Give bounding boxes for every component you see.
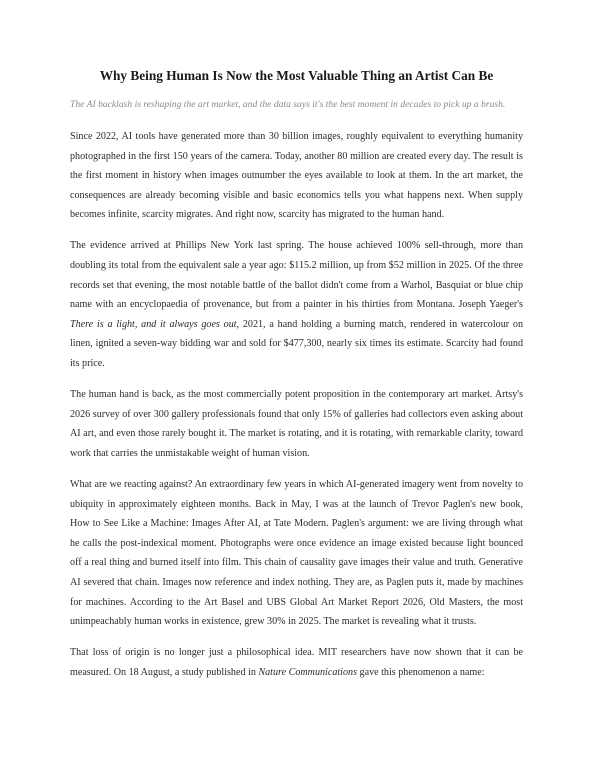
paragraph-5 xyxy=(70,643,523,682)
paragraph-3: The human hand is back, as the most commercially potent proposition in the contemporary art market. Artsy's 2026 survey of over 300 gallery professionals found that only 15% of galleries had collectors even asking about AI art, and even those rarely bought it. The market is rotating, and it is rotating, with remarkable clarity, toward work that carries the unmistakable weight of human vision. xyxy=(70,389,523,459)
paragraph-2-text-b: , 2021, a hand holding a burning match, rendered in watercolour on linen, ignited a seven-way bidding war and sold for $477,300, nearly six times its estimate. Scarcity had found its price. xyxy=(70,318,524,370)
paragraph-1: Since 2022, AI tools have generated more than 30 billion images, roughly equivalent to everything humanity photographed in the first 150 years of the camera. Today, another 80 million are created every day. The result is the first moment in history when images outnumber the eyes available to look at them. In the art market, the consequences are already becoming visible and basic economics tells you what happens next. When supply becomes infinite, scarcity migrates. And right now, scarcity has migrated to the human hand. xyxy=(70,131,523,221)
paragraph-5-text-a: That loss of origin is no longer just a philosophical idea. MIT researchers have now shown that it can be measured. On 18 August, a study published in xyxy=(70,647,523,678)
article-subtitle: The AI backlash is reshaping the art market, and the data says it's the best moment in decades to pick up a brush. xyxy=(70,99,506,110)
article-title: Why Being Human Is Now the Most Valuable Thing an Artist Can Be xyxy=(99,68,494,83)
paragraph-2-text-a: The evidence arrived at Phillips New York last spring. The house achieved 100% sell-through, more than doubling its total from the equivalent sale a year ago: $115.2 million, up from $52 million in 2025. Of the three records set that evening, the most notable battle of the ballot didn't come from a Warhol, Basquiat or blue chip name with an encyclopaedia of provenance, but from a painter in his thirties from Montana. Joseph Yaeger's xyxy=(70,240,523,311)
paragraph-2 xyxy=(70,236,523,373)
paragraph-4: What are we reacting against? An extraordinary few years in which AI-generated imagery went from novelty to ubiquity in approximately eighteen months. Back in May, I was at the launch of Trevor Paglen's new book, How to See Like a Machine: Images After AI, at Tate Modern. Paglen's argument: we are living through what he calls the post-indexical moment. Photographs were once evidence an image existed because light bounced off a real thing and burned itself into film. This chain of causality gave images their value and truth. Generative AI severed that chain. Images now reference and index nothing. They are, as Paglen puts it, made by machines for machines. According to the Art Basel and UBS Global Art Market Report 2026, Old Masters, the most unimpeachably human works in existence, grew 30% in 2025. The market is revealing what it trusts. xyxy=(70,479,523,628)
artwork-title: There is a light, and it always goes out xyxy=(70,318,237,330)
paragraph-5-text-b: gave this phenomenon a name: xyxy=(357,666,485,678)
journal-name: Nature Communications xyxy=(258,666,358,678)
article-body xyxy=(70,127,523,694)
